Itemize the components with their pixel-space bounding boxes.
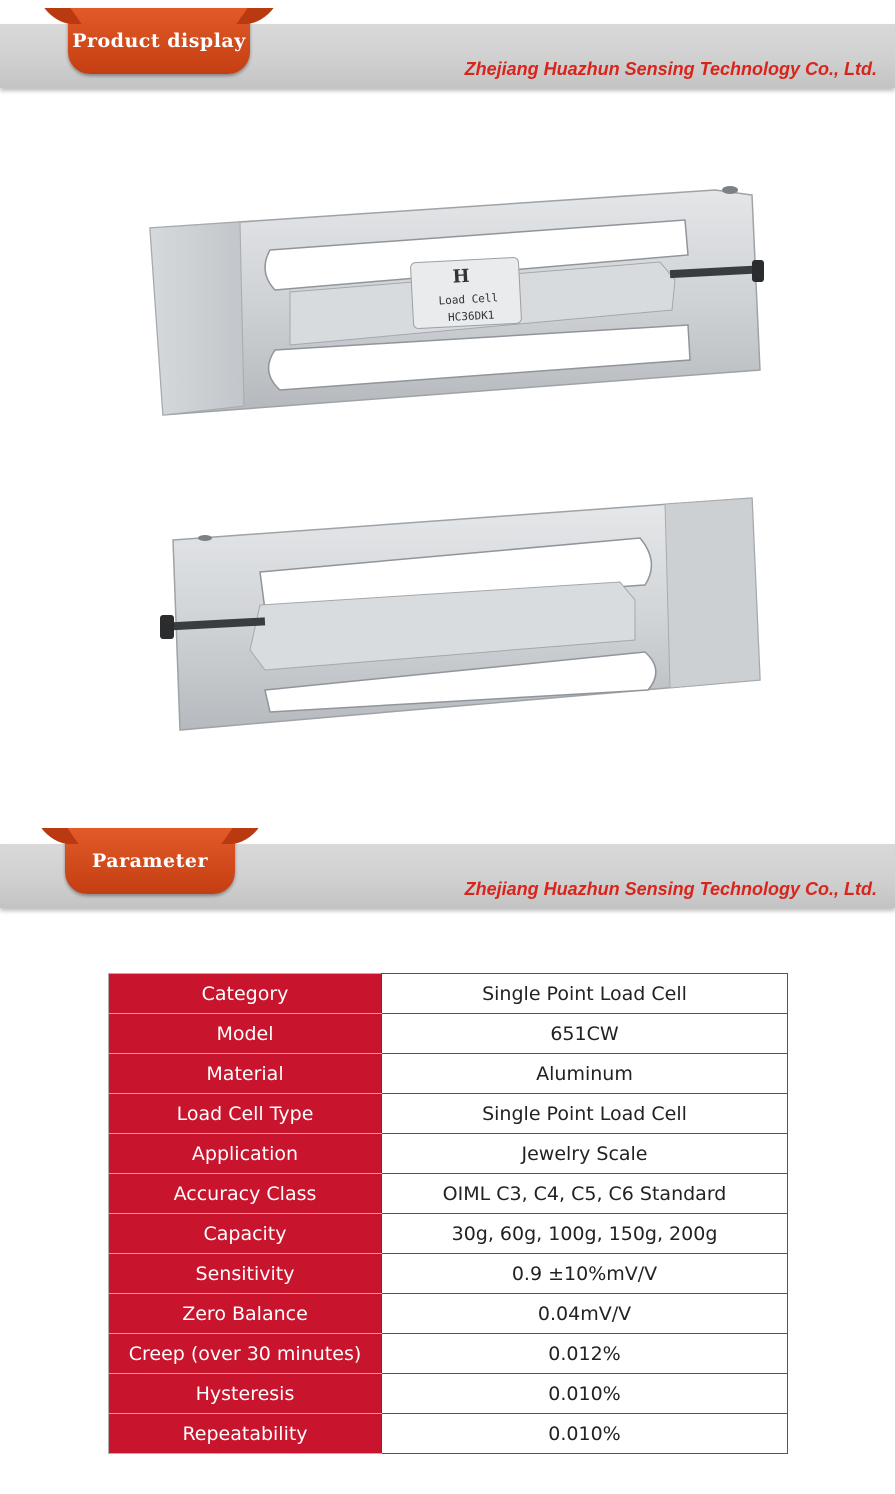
- param-value: 0.010%: [382, 1414, 788, 1454]
- param-value: 0.9 ±10%mV/V: [382, 1254, 788, 1294]
- param-value: Single Point Load Cell: [382, 1094, 788, 1134]
- param-key: Hysteresis: [109, 1374, 382, 1414]
- param-key: Application: [109, 1134, 382, 1174]
- table-row: [109, 1214, 788, 1254]
- load-cell-photo-bottom: [140, 490, 770, 740]
- table-row: [109, 1134, 788, 1174]
- param-key: Zero Balance: [109, 1294, 382, 1334]
- param-value: Jewelry Scale: [382, 1134, 788, 1174]
- load-cell-screw-head: [160, 615, 174, 639]
- param-key: Load Cell Type: [109, 1094, 382, 1134]
- table-row: [109, 974, 788, 1014]
- param-value: 30g, 60g, 100g, 150g, 200g: [382, 1214, 788, 1254]
- label-logo: H: [452, 265, 471, 288]
- param-key: Capacity: [109, 1214, 382, 1254]
- table-row: [109, 1054, 788, 1094]
- param-key: Creep (over 30 minutes): [109, 1334, 382, 1374]
- company-name: Zhejiang Huazhun Sensing Technology Co., Ltd.: [464, 879, 877, 899]
- load-cell-mount-hole: [198, 535, 212, 541]
- load-cell-end-block: [665, 498, 760, 688]
- label-text: Load Cell: [438, 291, 499, 308]
- product-display-tab: [68, 8, 250, 74]
- company-name: Zhejiang Huazhun Sensing Technology Co., Ltd.: [464, 59, 877, 79]
- parameter-banner: [0, 844, 895, 908]
- param-value: 651CW: [382, 1014, 788, 1054]
- load-cell-photo-top: [140, 180, 770, 425]
- parameter-tab: [65, 828, 235, 894]
- table-row: [109, 1014, 788, 1054]
- table-row: [109, 1414, 788, 1454]
- table-row: [109, 1254, 788, 1294]
- param-value: 0.010%: [382, 1374, 788, 1414]
- param-value: OIML C3, C4, C5, C6 Standard: [382, 1174, 788, 1214]
- param-key: Model: [109, 1014, 382, 1054]
- param-value: 0.012%: [382, 1334, 788, 1374]
- table-row: [109, 1094, 788, 1134]
- load-cell-mount-hole: [722, 186, 738, 194]
- param-key: Material: [109, 1054, 382, 1094]
- section-title: Parameter: [92, 850, 208, 872]
- section-title: Product display: [72, 30, 246, 52]
- param-key: Category: [109, 974, 382, 1014]
- table-row: [109, 1174, 788, 1214]
- table-row: [109, 1334, 788, 1374]
- table-row: [109, 1374, 788, 1414]
- param-key: Sensitivity: [109, 1254, 382, 1294]
- load-cell-screw-head: [752, 260, 764, 282]
- param-key: Accuracy Class: [109, 1174, 382, 1214]
- param-key: Repeatability: [109, 1414, 382, 1454]
- label-model: HC36DK1: [447, 308, 495, 324]
- load-cell-end-block: [150, 222, 244, 415]
- param-value: Single Point Load Cell: [382, 974, 788, 1014]
- param-value: 0.04mV/V: [382, 1294, 788, 1334]
- table-row: [109, 1294, 788, 1334]
- parameter-table: [108, 973, 788, 1454]
- param-value: Aluminum: [382, 1054, 788, 1094]
- product-display-banner: [0, 24, 895, 88]
